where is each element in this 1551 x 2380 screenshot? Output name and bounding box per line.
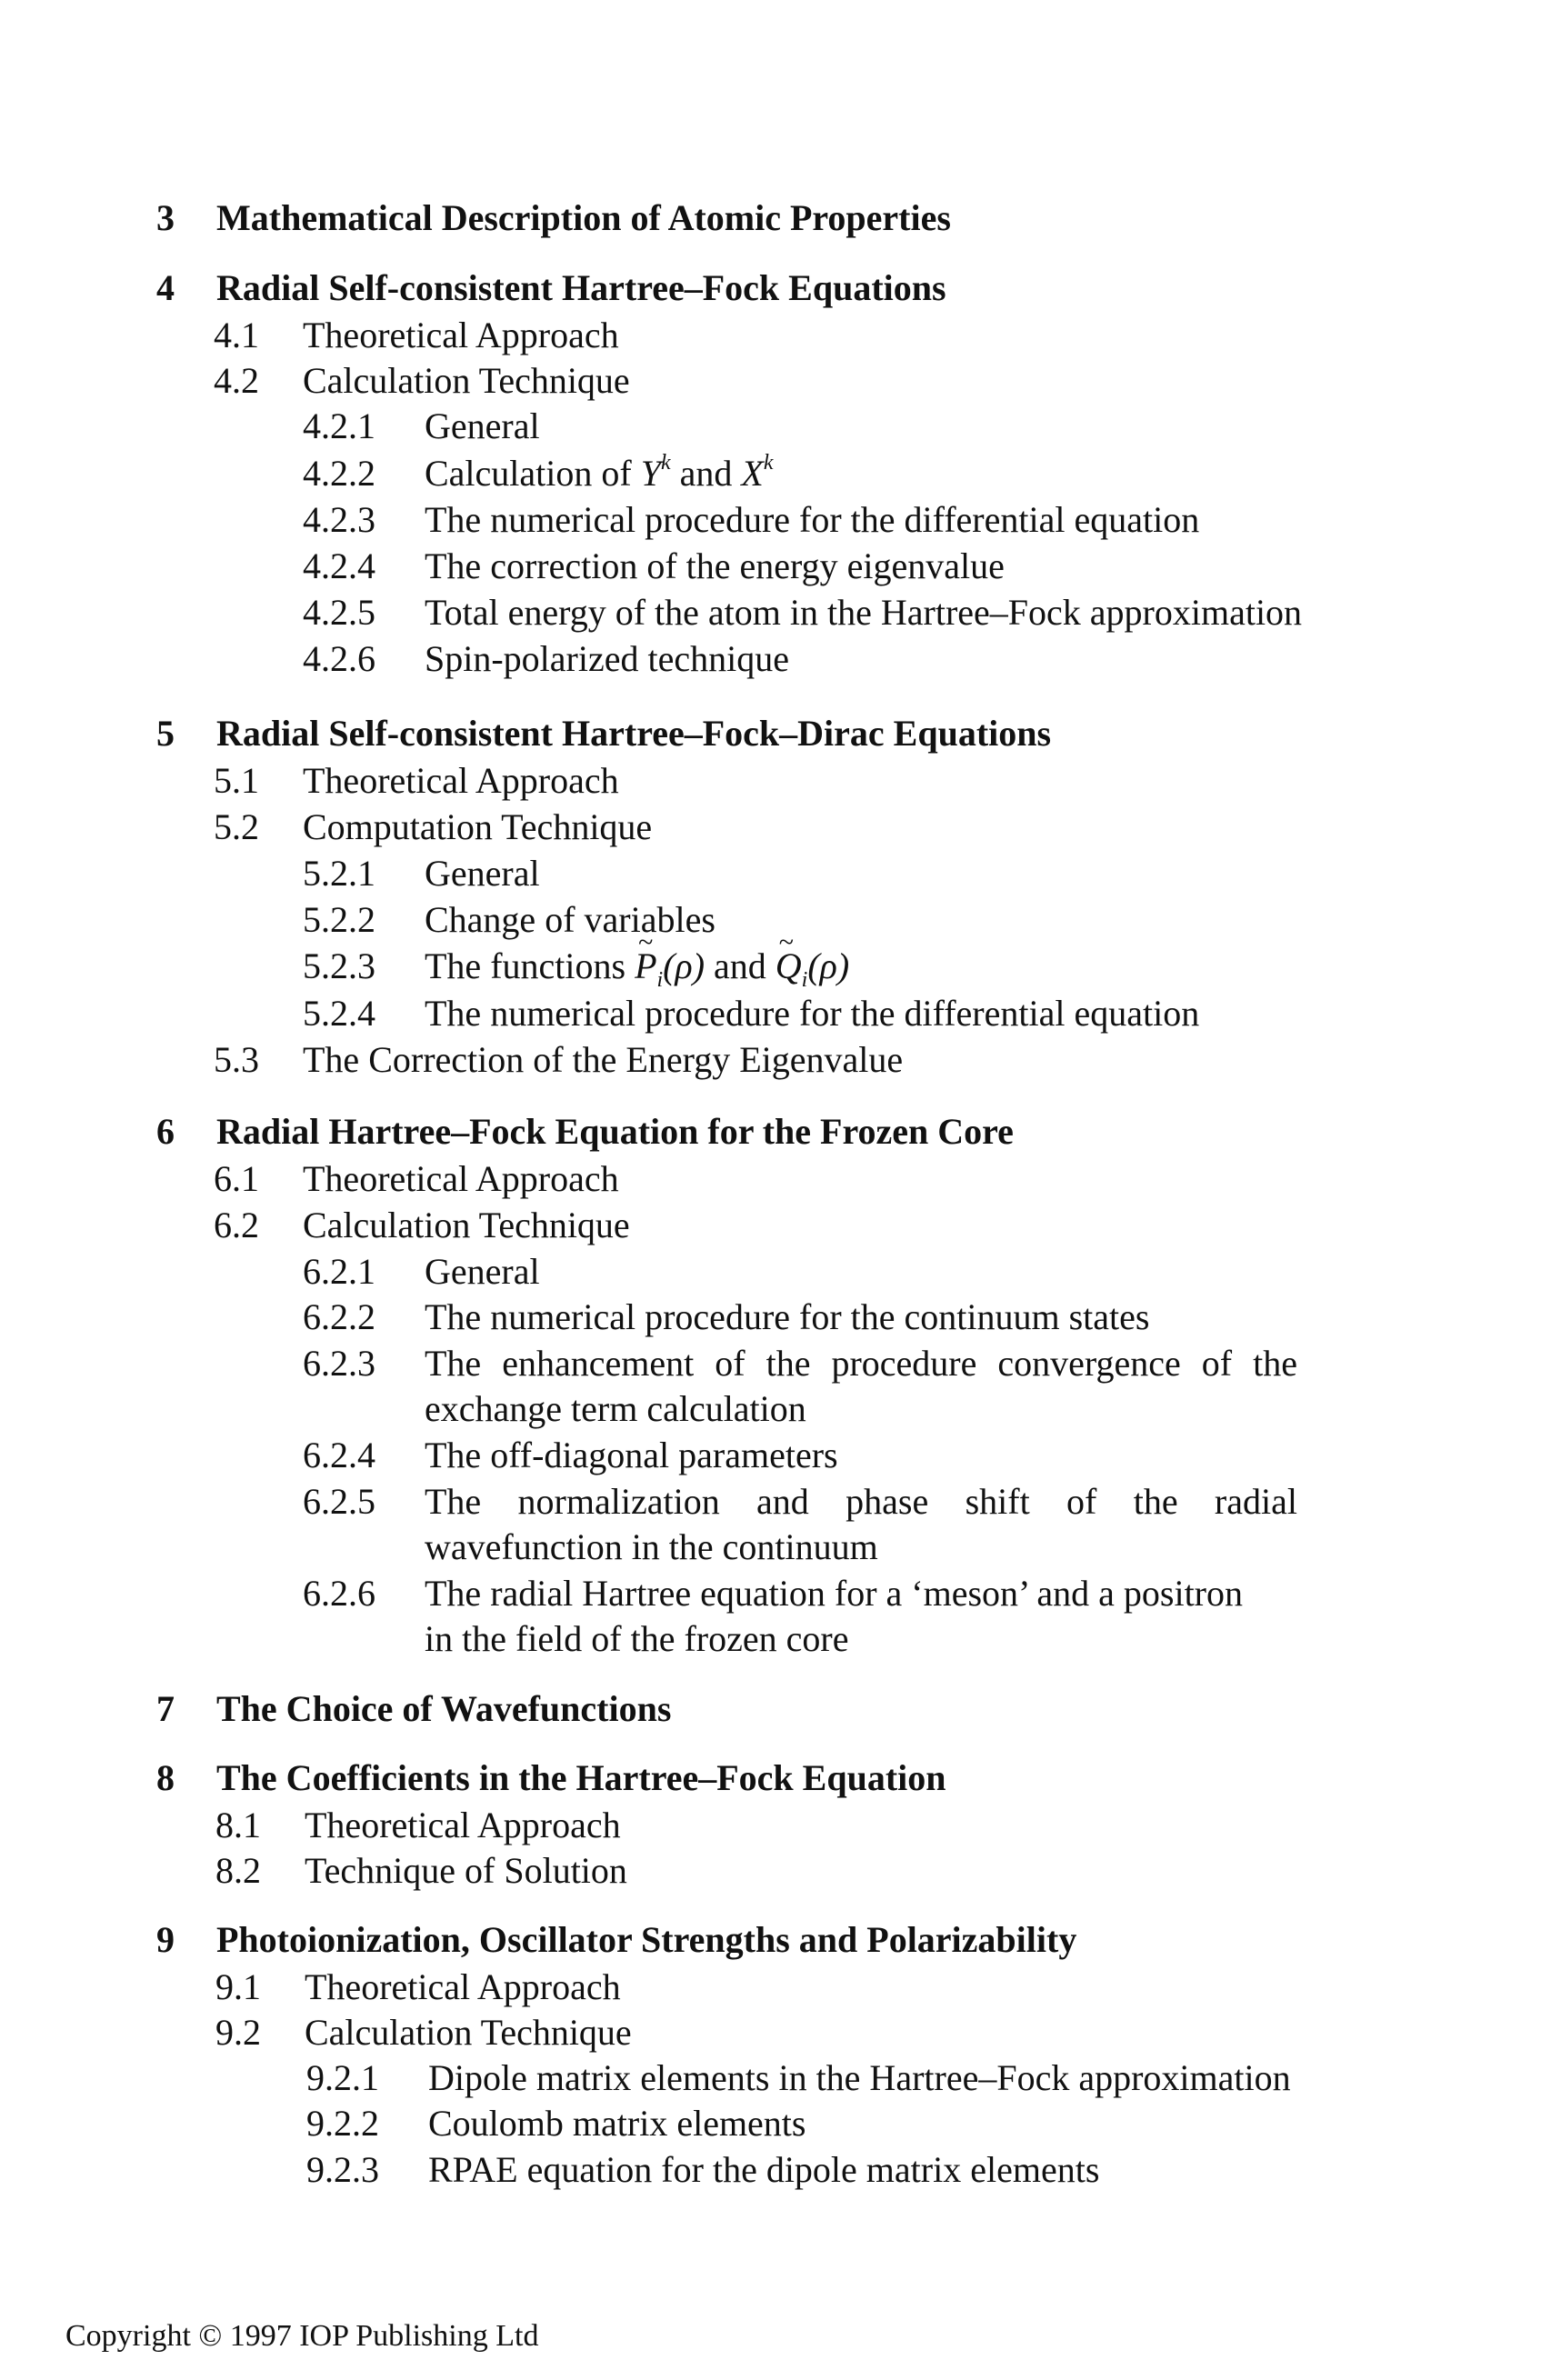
subsection-number: 6.2.2 (303, 1296, 375, 1337)
chapter-title: The Coefficients in the Hartree–Fock Equation (216, 1757, 946, 1798)
section-title: Theoretical Approach (305, 1805, 621, 1845)
chapter-number: 8 (156, 1757, 175, 1798)
subsection-number: 6.2.6 (303, 1573, 375, 1614)
subsection-title-line: in the field of the frozen core (425, 1618, 849, 1659)
subsection-title: Change of variables (425, 899, 715, 940)
tilde-mark: ~ Q (776, 944, 802, 989)
subsection-title: The numerical procedure for the differential equation (425, 499, 1200, 540)
section-title: Computation Technique (303, 806, 653, 847)
subsection-title-line: exchange term calculation (425, 1388, 806, 1429)
section-number: 4.2 (214, 360, 259, 401)
subsection-title: RPAE equation for the dipole matrix elements (428, 2149, 1100, 2190)
subsection-number: 5.2.1 (303, 853, 375, 894)
subsection-number: 5.2.2 (303, 899, 375, 940)
subsection-title: The numerical procedure for the continuum states (425, 1296, 1150, 1337)
subsection-number: 6.2.5 (303, 1481, 375, 1522)
section-title: The Correction of the Energy Eigenvalue (303, 1039, 904, 1080)
section-title: Calculation Technique (303, 1205, 630, 1245)
subsection-number: 5.2.4 (303, 993, 375, 1034)
subsection-number: 9.2.1 (306, 2057, 379, 2098)
chapter-number: 5 (156, 713, 175, 754)
section-number: 5.2 (214, 806, 259, 847)
subsection-title-line: The radial Hartree equation for a ‘meson’ and a positron (425, 1573, 1243, 1614)
chapter-title: The Choice of Wavefunctions (216, 1688, 672, 1729)
section-title: Theoretical Approach (303, 1158, 619, 1199)
subsection-title: Spin-polarized technique (425, 638, 789, 679)
section-title: Theoretical Approach (303, 315, 619, 355)
chapter-title: Mathematical Description of Atomic Properties (216, 197, 951, 238)
section-title: Technique of Solution (305, 1850, 627, 1891)
subsection-title: The off-diagonal parameters (425, 1435, 838, 1475)
chapter-title: Radial Self-consistent Hartree–Fock–Dirac Equations (216, 713, 1052, 754)
section-number: 8.1 (215, 1805, 261, 1845)
chapter-number: 4 (156, 267, 175, 308)
subsection-title-line: wavefunction in the continuum (425, 1526, 878, 1567)
subsection-title: General (425, 1251, 540, 1292)
section-title: Theoretical Approach (305, 1966, 621, 2007)
subsection-title: Coulomb matrix elements (428, 2103, 806, 2144)
subsection-number: 9.2.2 (306, 2103, 379, 2144)
tilde-mark: ~ P (635, 944, 656, 989)
section-number: 5.1 (214, 760, 259, 801)
subsection-title: General (425, 405, 540, 446)
subsection-number: 6.2.4 (303, 1435, 375, 1475)
subsection-title: The correction of the energy eigenvalue (425, 545, 1005, 586)
subsection-number: 5.2.3 (303, 945, 375, 986)
copyright-footer: Copyright © 1997 IOP Publishing Ltd (65, 2319, 539, 2353)
chapter-number: 7 (156, 1688, 175, 1729)
chapter-number: 3 (156, 197, 175, 238)
subsection-number: 6.2.1 (303, 1251, 375, 1292)
section-number: 8.2 (215, 1850, 261, 1891)
section-number: 5.3 (214, 1039, 259, 1080)
subsection-number: 6.2.3 (303, 1343, 375, 1384)
section-number: 6.2 (214, 1205, 259, 1245)
subsection-number: 4.2.5 (303, 592, 375, 633)
chapter-number: 9 (156, 1919, 175, 1960)
section-number: 4.1 (214, 315, 259, 355)
subsection-number: 9.2.3 (306, 2149, 379, 2190)
subsection-title-line: The enhancement of the procedure convergence of the (425, 1343, 1297, 1384)
chapter-number: 6 (156, 1111, 175, 1152)
subsection-number: 4.2.2 (303, 453, 375, 494)
subsection-number: 4.2.3 (303, 499, 375, 540)
chapter-title: Photoionization, Oscillator Strengths and Polarizability (216, 1919, 1077, 1960)
subsection-number: 4.2.6 (303, 638, 375, 679)
chapter-title: Radial Self-consistent Hartree–Fock Equations (216, 267, 946, 308)
subsection-title: The numerical procedure for the differential equation (425, 993, 1200, 1034)
subsection-title-line: The normalization and phase shift of the radial (425, 1481, 1297, 1522)
subsection-number: 4.2.1 (303, 405, 375, 446)
subsection-title: Calculation of $Y^k$ and $X^k$ (425, 450, 774, 494)
chapter-title: Radial Hartree–Fock Equation for the Frozen Core (216, 1111, 1014, 1152)
section-title: Calculation Technique (303, 360, 630, 401)
section-title: Calculation Technique (305, 2012, 632, 2053)
section-number: 6.1 (214, 1158, 259, 1199)
subsection-title: The functions ~ $P_i(\rho)$ and ~ $Q_i(\rho)$ (425, 944, 849, 989)
subsection-title: General (425, 853, 540, 894)
section-title: Theoretical Approach (303, 760, 619, 801)
subsection-title: Total energy of the atom in the Hartree–Fock approximation (425, 592, 1303, 633)
section-number: 9.1 (215, 1966, 261, 2007)
subsection-title: Dipole matrix elements in the Hartree–Fock approximation (428, 2057, 1291, 2098)
section-number: 9.2 (215, 2012, 261, 2053)
subsection-number: 4.2.4 (303, 545, 375, 586)
